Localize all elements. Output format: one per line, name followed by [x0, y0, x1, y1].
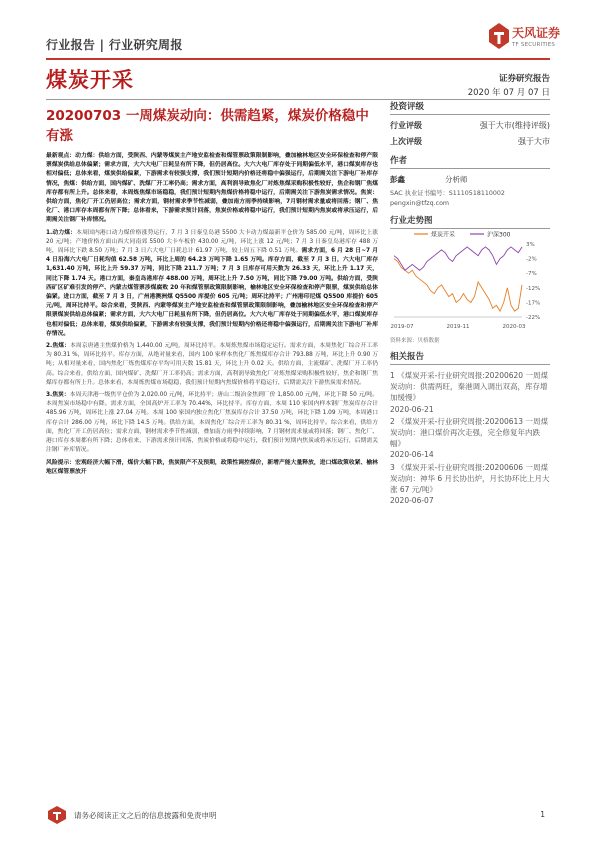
y-tick-label: -17% [526, 300, 541, 307]
series-line [394, 247, 522, 270]
series-line [394, 259, 522, 312]
y-tick-label: -22% [526, 315, 541, 321]
related-heading: 相关报告 [390, 352, 425, 362]
summary-paragraph-3: 2.焦煤：本周京唐港主焦煤价格为 1,440.00 元/吨，周环比持平。本周炼焦煤市场稳定运行。需求方面，本周焦化厂综合开工率为 80.31 %，周环比持平。库存方面，从绝对量来看，国内 100 家样本焦化厂炼焦煤库存合计 793.88 万吨，环比上升 0.90 万吨；从相对量来看，国内焦化厂炼焦煤库存平均可用天数 15.81 天，环比上升 0.02 天。供给方面，主流煤矿、洗煤厂开工率仍高。综合来看，供给方面，国内煤矿、洗煤厂开工率仍高；需求方面，高利润导致焦化厂对炼焦煤采购积极性较好，焦企和钢厂焦煤库存都有所上升。总体来看，本周炼焦煤市场稳稳，我们预计短期内焦煤价格将平稳运行，后期需关注下游焦炭需求情况。 [46, 343, 378, 386]
related-divider [390, 364, 550, 365]
logo-text-en: TF SECURITIES [512, 42, 556, 48]
author-row [390, 174, 550, 185]
author-sac: SAC 执业证书编号：S1110518110002 [390, 190, 505, 197]
author-heading: 作者 [390, 156, 408, 166]
related-item[interactable]: 2 《煤炭开采-行业研究周报:20200613 一周煤炭动向：港口煤价再次走强，完全修复年内跌幅》 2020-06-14 [390, 416, 548, 460]
author-divider [390, 168, 550, 169]
previous-rating-label: 上次评级 [390, 137, 422, 146]
x-tick-label: 2019-11 [446, 324, 470, 330]
industry-rating-row [390, 120, 550, 131]
previous-rating-row [390, 136, 550, 147]
summary-paragraph-4: 3.焦炭：本周天津港一级焦平仓价为 2,020.00 元/吨，环比持平；唐山二级冶金焦到厂价 1,850.00 元/吨，环比下降 50 元/吨。本周焦炭市场稳中有降。需求方面，全国高炉开工率为 70.44%，环比持平。库存方面，本周 110 家国内样本钢厂焦炭库存合计 485.96 万吨，周环比上涨 27.04 万吨。本周 100 家国内独立焦化厂焦炭库存合计 37.50 万吨，环比下降 1.09 万吨，本周港口库存合计 286.00 万吨，环比下降 14.5 万吨。供给方面，本周焦化厂综合开工率为 80.31 %，周环比持平。综合来看，供给方面，焦化厂开工仍居高位；需求方面，钢材需求季节性减弱，叠加南方雨季持续影响，7 月钢材需求量或将回落；钢厂、焦化厂、港口库存本周都有所下降；总体看来，下游需求预计回落，焦炭价格或将稳中运行，我们预计短期内焦炭或将承压运行，后期需关注钢厂补库情况。 [46, 392, 378, 454]
industry-title: 煤炭开采 [46, 68, 134, 92]
tf-securities-logo [488, 20, 561, 56]
trend-chart-svg [390, 228, 550, 333]
y-tick-label: -7% [526, 271, 537, 278]
related-item[interactable]: 1 《煤炭开采-行业研究周报:20200620 一周煤炭动向：供需两旺，秦港调入调出双高，库存增加缓慢》 2020-06-21 [390, 371, 548, 414]
industry-rating-label: 行业评级 [390, 121, 422, 130]
legend-label: 沪深300 [487, 231, 511, 239]
related-list [390, 370, 550, 506]
author-section [390, 154, 550, 207]
industry-rating-value: 强于大市(维持评级) [479, 121, 550, 130]
rating-heading: 投资评级 [390, 102, 425, 112]
author-role: 分析师 [445, 175, 468, 184]
risk-warning: 风险提示：宏观经济大幅下滑，煤价大幅下跌，焦炭限产不及预期，政策性调控煤价，新增产能大量释放，进口煤政策收紧、榆林地区煤管票放开 [46, 459, 378, 475]
related-item[interactable]: 3 《煤炭开采-行业研究周报:20200606 一周煤炭动向：神华 6 月长协出炉，月长协环比上月大涨 67 元/吨》 2020-06-07 [390, 462, 550, 506]
report-type: 证券研究报告 [498, 74, 550, 84]
y-tick-label: 3% [526, 242, 535, 248]
trend-heading-wrap [390, 214, 550, 229]
author-email[interactable]: pengxin@tfzq.com [390, 200, 450, 207]
trend-heading: 行业走势图 [390, 216, 433, 226]
logo-text-cn: 天风证券 [512, 26, 561, 40]
trend-chart [390, 228, 550, 333]
y-tick-label: -12% [526, 285, 541, 292]
previous-rating-value: 强于大市 [518, 137, 550, 146]
author-name: 彭鑫 [390, 175, 405, 184]
report-date: 2020 年 07 月 07 日 [467, 88, 550, 98]
y-tick-label: -2% [526, 256, 537, 263]
report-subtitle: 20200703 一周煤炭动向：供需趋紧，煤炭价格稳中有涨 [46, 108, 369, 144]
header-divider [46, 58, 550, 60]
rating-section [390, 100, 550, 147]
chart-source: 资料来源：贝格数据 [390, 338, 440, 344]
tf-logo-icon [488, 22, 510, 50]
footer-disclaimer: 请务必阅读正文之后的信息披露和免责申明 [74, 811, 217, 820]
x-tick-label: 2020-03 [502, 324, 526, 330]
footer-logo-icon [46, 805, 68, 825]
x-tick-label: 2019-07 [390, 324, 414, 330]
page-number: 1 [540, 810, 545, 819]
legend-label: 煤炭开采 [431, 231, 456, 239]
summary-paragraph-2: 1.动力煤：本周国内港口动力煤价格涨势运行，7 月 3 日秦皇岛港 5500 大卡动力煤最新平仓价为 585.00 元/吨，周环比上涨 20 元/吨；产地价格方面山西大同南郊 5500 大卡车板价 430.00 元/吨，环比上涨 12 元/吨；7 月 3 日秦皇岛港库存 488 万吨，周环比下跌 8.50 万吨；7 月 3 日六大电厂日耗总计 61.97 万吨，较上周五下降 0.51 万吨。需求方面，6 月 28 日~7 月 4 日沿海六大电厂日耗均值 62.58 万吨，环比上周的 64.23 万吨下降 1.65 万吨。库存方面，截至 7 月 3 日，六大电厂库存 1,631.40 万吨，环比上升 59.37 万吨，同比下降 211.7 万吨；7 月 3 日库存可用天数为 26.33 天，环比上升 1.17 天，同比下降 1.74 天。港口方面，秦皇岛港库存 488.00 万吨，周环比上升 7.50 万吨，同比下降 79.00 万吨。供给方面，受陕西矿区矿难引发的停产、内蒙古煤管票涉煤腐败 20 年和煤管票政策限制影响，榆林地区安全环保检查和停产限票，煤炭供给总体偏紧。进口方面，截至 7 月 3 日，广州港澳洲煤 Q5500 库提价 605 元/吨；周环比持平；广州港印尼煤 Q5500 库提价 605 元/吨，周环比持平。综合来看，受陕西、内蒙等煤炭主产地安监检查和煤管票政策限制影响，叠加榆林地区安全环保检查和停产限票煤炭供给总体偏紧；需求方面，大六大电厂日耗虽有所下降，但仍居高位。大六大电厂库存处于同期偏低水平，港口煤炭库存也相对偏低；总体来看，煤炭供给偏紧，下游需求有较强支撑，我们预计短期内价格还将稳中偏强运行，后期需关注下游电厂补库存情况。 [46, 229, 378, 337]
summary-body [46, 152, 378, 480]
report-category: 行业报告 | 行业研究周报 [46, 38, 183, 52]
rating-divider [390, 114, 550, 115]
summary-paragraph-1: 最新观点：动力煤：供给方面，受陕西、内蒙等煤炭主产地安监检查和煤管票政策限制影响，叠加榆林地区安全环保检查和停产限票煤炭供给总体偏紧；需求方面，大六大电厂日耗呈有所下降，但仍居高位。大六大电厂库存处于同期偏低水平，港口煤炭库存也相对偏低；总体来看，煤炭供给偏紧，下游需求有较强支撑，我们预计短期内价格还将稳中偏强运行，后期需关注下游电厂补库存情况，焦煤：供给方面，国内煤矿、洗煤厂开工率仍高；需求方面，高利润导致焦化厂对炼焦煤采购积极性较好，焦企和钢厂焦煤库存都有所上升。总体来看，本周炼焦煤市场稳稳，我们预计短期内焦煤价格将稳中运行，后期需关注下游焦炭需求情况。焦炭：供给方面，焦化厂开工仍居高位；需求方面，钢材需求季节性减弱，叠加南方雨季持续影响，7月钢材需求量或将回落；钢厂、焦化厂、港口库存本周都有所下降；总体看来，下游需求预计回落，焦炭价格或将稳中运行，我们预计短期内焦炭或将承压运行，后期需关注钢厂补库情况。 [46, 153, 378, 224]
related-section [390, 350, 550, 507]
